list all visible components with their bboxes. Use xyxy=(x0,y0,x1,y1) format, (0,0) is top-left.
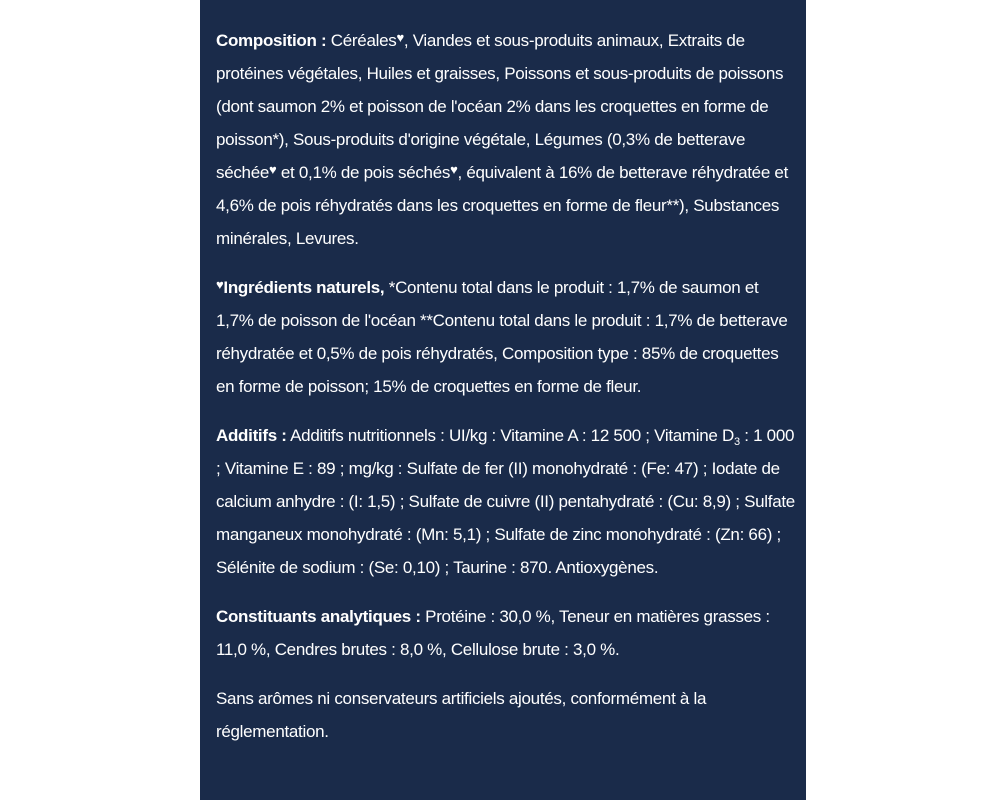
additifs-text-1: Additifs nutritionnels : UI/kg : Vitamine A : 12 500 ; Vitamine D xyxy=(286,426,734,445)
heart-icon: ♥ xyxy=(269,162,277,177)
constituants-label: Constituants analytiques : xyxy=(216,607,421,626)
composition-label: Composition : xyxy=(216,31,327,50)
ingredients-panel xyxy=(200,0,806,800)
natural-ingredients-text: *Contenu total dans le produit : 1,7% de saumon et 1,7% de poisson de l'océan **Contenu total dans le produit : 1,7% de betterave réhydratée et 0,5% de pois réhydratés, Composition type : 85% de croquettes en forme de poisson; 15% de croquettes en forme de fleur. xyxy=(216,278,788,396)
composition-text-1: Céréales xyxy=(326,31,397,50)
composition-text-3: et 0,1% de pois séchés xyxy=(276,163,451,182)
natural-ingredients-paragraph xyxy=(216,271,796,403)
heart-icon: ♥ xyxy=(216,277,224,292)
additifs-text-2: : 1 000 ; Vitamine E : 89 ; mg/kg : Sulfate de fer (II) monohydraté : (Fe: 47) ; Iodate de calcium anhydre : (I: 1,5) ; Sulfate de cuivre (II) pentahydraté : (Cu: 8,9) ; Sulfate manganeux monohydraté : (Mn: 5,1) ; Sulfate de zinc monohydraté : (Zn: 66) ; Sélénite de sodium : (Se: 0,10) ; Taurine : 870. Antioxygènes. xyxy=(216,426,795,577)
natural-ingredients-label: Ingrédients naturels, xyxy=(223,278,385,297)
constituants-text: Protéine : 30,0 %, Teneur en matières grasses : 11,0 %, Cendres brutes : 8,0 %, Cellulose brute : 3,0 %. xyxy=(216,607,770,659)
composition-text-4: , équivalent à 16% de betterave réhydratée et 4,6% de pois réhydratés dans les croquettes en forme de fleur**), Substances minérales, Levures. xyxy=(216,163,788,248)
composition-text-2: , Viandes et sous-produits animaux, Extraits de protéines végétales, Huiles et graisses, Poissons et sous-produits de poissons (dont saumon 2% et poisson de l'océan 2% dans les croquettes en forme de poisson*), Sous-produits d'origine végétale, Légumes (0,3% de betterave séchée xyxy=(216,31,784,182)
vitamin-d-subscript: 3 xyxy=(733,436,740,448)
ingredients-text xyxy=(216,24,796,748)
heart-icon: ♥ xyxy=(450,162,458,177)
additifs-label: Additifs : xyxy=(216,426,287,445)
closing-paragraph: Sans arômes ni conservateurs artificiels ajoutés, conformément à la réglementation. xyxy=(216,689,707,741)
additifs-paragraph xyxy=(216,419,796,584)
composition-paragraph xyxy=(216,24,796,255)
heart-icon: ♥ xyxy=(396,30,404,45)
constituants-paragraph xyxy=(216,600,796,666)
